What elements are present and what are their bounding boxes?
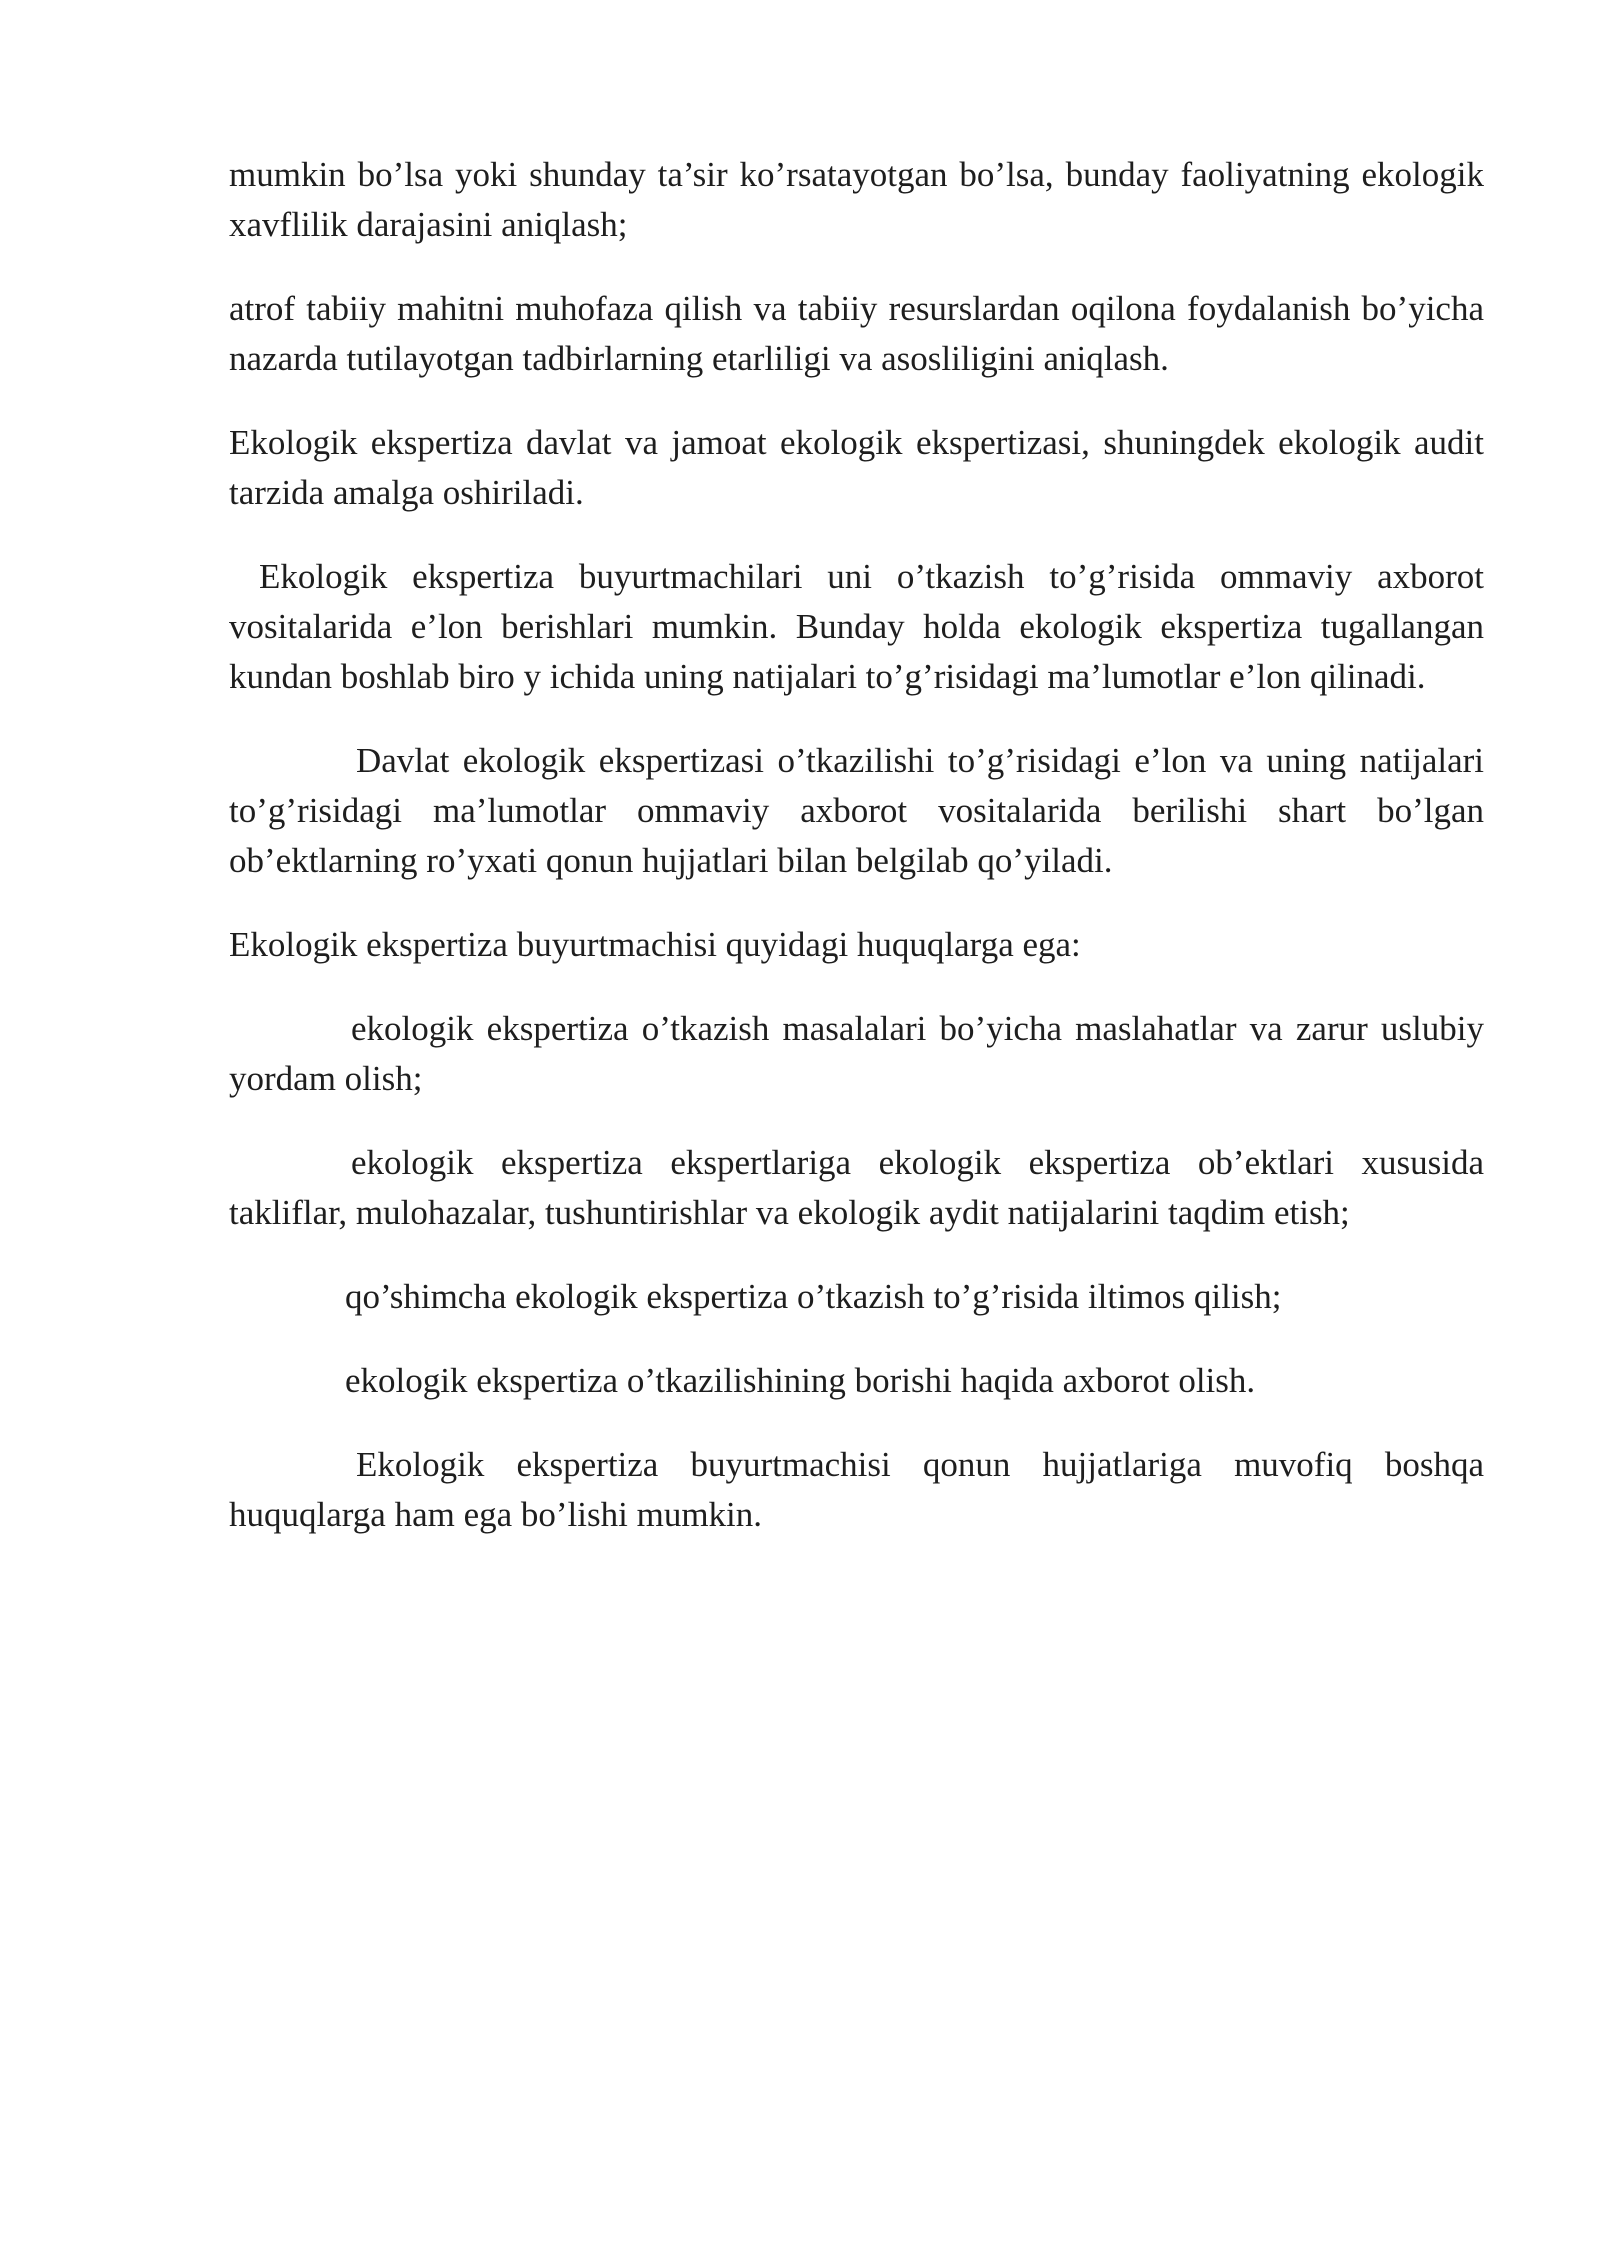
paragraph-media-announcement: Ekologik ekspertiza buyurtmachilari uni o’tkazish to’g’risida ommaviy axborot vositalarida e’lon berishlari mumkin. Bunday holda ekologik ekspertiza tugallangan kundan boshlab biro y ichida uning natijalari to’g’risidagi ma’lumotlar e’lon qilinadi.	[229, 557, 1484, 696]
paragraph-expertise-forms: Ekologik ekspertiza davlat va jamoat ekologik ekspertizasi, shuningdek ekologik audit tarzida amalga oshiriladi.	[229, 423, 1484, 512]
list-item-additional-expertise: qo’shimcha ekologik ekspertiza o’tkazish to’g’risida iltimos qilish;	[345, 1277, 1282, 1316]
paragraph-state-expertise-list: Davlat ekologik ekspertizasi o’tkazilishi to’g’risidagi e’lon va uning natijalari to’g’risidagi ma’lumotlar ommaviy axborot vositalarida berilishi shart bo’lgan ob’ektlarning ro’yxati qonun hujjatlari bilan belgilab qo’yiladi.	[229, 741, 1484, 880]
document-body	[229, 150, 1484, 1574]
paragraph-measures-adequacy: atrof tabiiy mahitni muhofaza qilish va tabiiy resurslardan oqilona foydalanish bo’yicha nazarda tutilayotgan tadbirlarning etarliligi va asosliligini aniqlash.	[229, 289, 1484, 378]
list-item-progress-info: ekologik ekspertiza o’tkazilishining borishi haqida axborot olish.	[345, 1361, 1256, 1400]
list-item-submit-proposals: ekologik ekspertiza ekspertlariga ekologik ekspertiza ob’ektlari xususida takliflar, mulohazalar, tushuntirishlar va ekologik aydit natijalarini taqdim etish;	[229, 1143, 1484, 1232]
paragraph-other-rights: Ekologik ekspertiza buyurtmachisi qonun hujjatlariga muvofiq boshqa huquqlarga ham ega bo’lishi mumkin.	[229, 1445, 1484, 1534]
list-item-consultation: ekologik ekspertiza o’tkazish masalalari bo’yicha maslahatlar va zarur uslubiy yordam olish;	[229, 1009, 1484, 1098]
paragraph-customer-rights-intro: Ekologik ekspertiza buyurtmachisi quyidagi huquqlarga ega:	[229, 925, 1081, 964]
paragraph-risk-level: mumkin bo’lsa yoki shunday ta’sir ko’rsatayotgan bo’lsa, bunday faoliyatning ekologik xavflilik darajasini aniqlash;	[229, 155, 1484, 244]
